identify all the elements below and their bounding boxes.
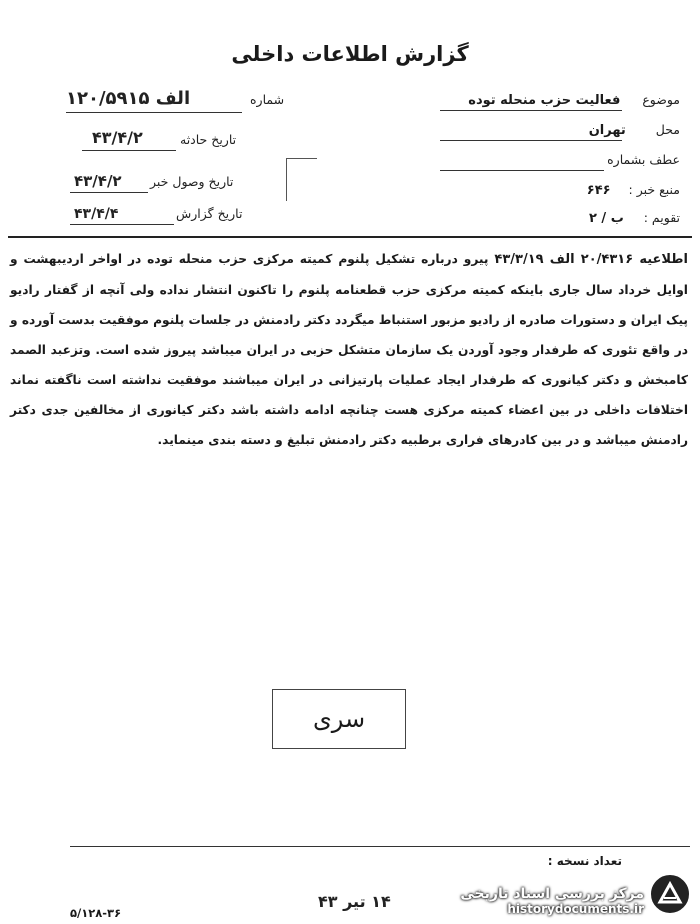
copies-label: تعداد نسخه : — [547, 854, 622, 868]
subject-underline — [440, 110, 622, 111]
reference-label: عطف بشماره — [607, 152, 680, 167]
place-label: محل — [655, 122, 680, 137]
number-value: ۱۲۰/۵۹۱۵ الف — [66, 88, 191, 109]
place-field — [589, 122, 680, 138]
number-label-wrap — [250, 92, 284, 107]
receipt-date-value: ۴۳/۴/۲ — [74, 172, 122, 190]
margin-bracket-mark — [286, 158, 317, 201]
report-date-label-wrap — [176, 206, 242, 221]
event-date-label: تاریخ حادثه — [180, 132, 237, 147]
watermark-site: historydocuments.ir — [507, 902, 644, 916]
report-date-underline — [70, 224, 174, 225]
assessment-value: ب / ۲ — [588, 211, 624, 226]
header-separator — [8, 236, 692, 238]
assessment-label: تقویم : — [643, 210, 680, 225]
source-value: ۶۴۶ — [586, 183, 611, 198]
handwritten-date-note: ۱۴ تیر ۴۳ — [318, 892, 391, 911]
document-title: گزارش اطلاعات داخلی — [231, 42, 469, 66]
report-body — [10, 244, 688, 455]
report-paragraph: پیرو درباره تشکیل پلنوم کمیته مرکزی حزب منحله توده در اواخر اردیبهشت و اوایل خرداد سال جاری باینکه کمیته مرکزی حزب قطعنامه پلنوم را تاکنون انتشار نداده ولی آنچه از گفتار رادیو پیک ایران و دستورات صادره از رادیو مزبور استنباط میگردد دکتر رادمنش در جلسات پلنوم موفقیت بدست آورده و در واقع تئوری که طرفدار وجود آوردن یک سازمان متشکل حزبی در ایران میباشد پیروز شده است. وتزعبد الصمد کامبخش و دکتر کیانوری که طرفدار ایجاد عملیات پارتیزانی در ایران میباشند موفقیت نداشته است ناگفته نماند اختلافات داخلی در بین اعضاء کمیته مرکزی هست چنانچه ادامه داشته باشد دکتر کیانوری از مخالفین جدی دکتر رادمنش میباشد و در بین کادرهای فراری برطبیه دکتر رادمنش تبلیغ و دسته بندی مینماید. — [10, 252, 688, 447]
receipt-date-label-wrap — [150, 174, 233, 189]
number-underline — [66, 112, 242, 113]
source-field — [587, 182, 680, 198]
form-code: ۵/۱۲۸-۳۶ — [70, 906, 122, 920]
event-date-underline — [82, 150, 176, 151]
archive-watermark — [414, 886, 644, 916]
subject-label: موضوع — [642, 92, 680, 107]
footer-separator — [70, 846, 690, 847]
reference-field — [607, 152, 680, 167]
assessment-field — [589, 210, 680, 226]
subject-field — [468, 92, 680, 108]
receipt-date-label: تاریخ وصول خبر — [150, 174, 234, 189]
reference-underline — [440, 170, 604, 171]
receipt-date-underline — [70, 192, 148, 193]
archive-logo-icon — [648, 872, 692, 916]
reference-line: اطلاعیه ۲۰/۴۳۱۶ الف ۴۳/۳/۱۹ — [494, 252, 689, 267]
source-label: منبع خبر : — [628, 182, 680, 197]
report-date-value: ۴۳/۴/۴ — [74, 206, 119, 222]
event-date-value: ۴۳/۴/۲ — [92, 128, 143, 147]
event-date-label-wrap — [180, 132, 236, 147]
classification-stamp: سری — [272, 689, 406, 749]
report-date-label: تاریخ گزارش — [176, 206, 243, 221]
number-label: شماره — [250, 92, 285, 107]
watermark-name: مرکز بررسی اسناد تاریخی — [460, 886, 644, 902]
place-value: تهران — [588, 123, 626, 138]
subject-value: فعالیت حزب منحله توده — [468, 93, 621, 108]
place-underline — [440, 140, 622, 141]
